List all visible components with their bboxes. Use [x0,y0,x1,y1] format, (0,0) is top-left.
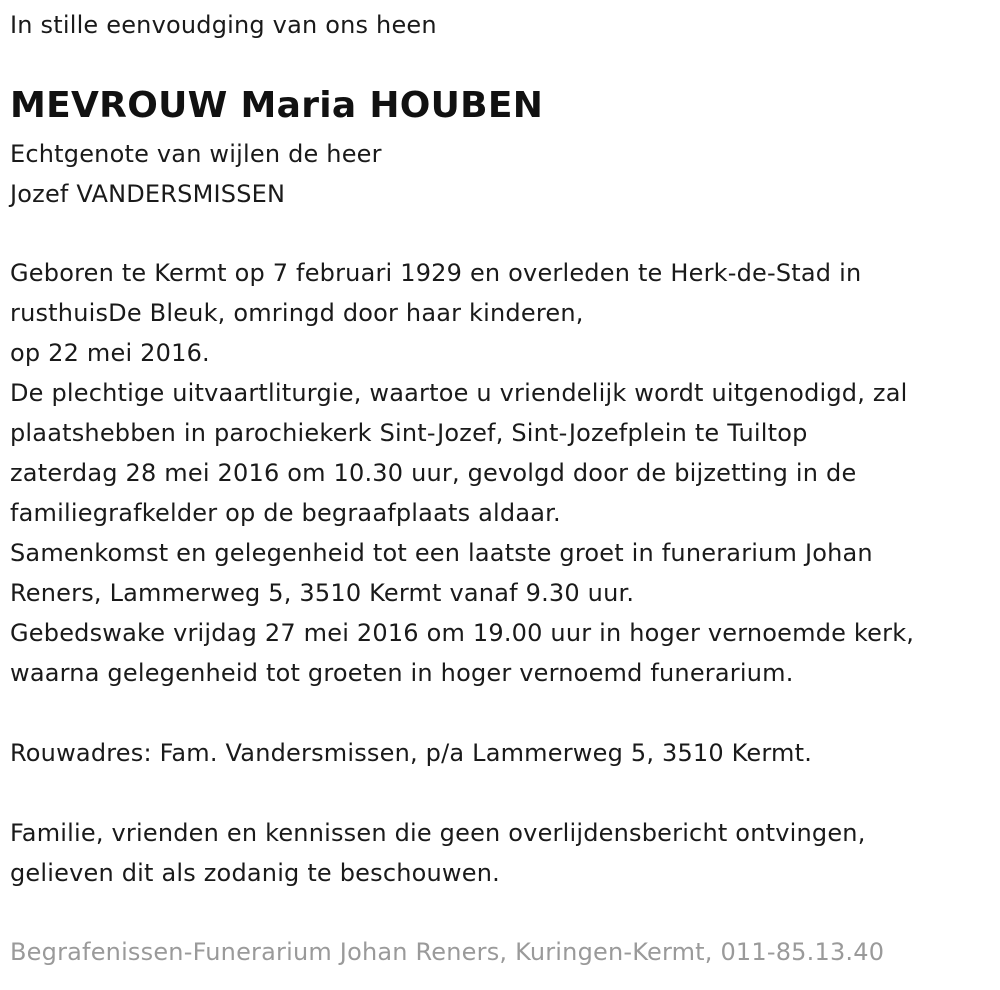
details-line: Geboren te Kermt op 7 februari 1929 en overleden te Herk-de-Stad in [10,259,862,287]
details-line: Gebedswake vrijdag 27 mei 2016 om 19.00 uur in hoger vernoemde kerk, [10,619,915,647]
details-line: zaterdag 28 mei 2016 om 10.30 uur, gevolgd door de bijzetting in de [10,459,857,487]
details-line: Samenkomst en gelegenheid tot een laatste groet in funerarium Johan [10,539,873,567]
closing-line: gelieven dit als zodanig te beschouwen. [10,859,500,887]
spouse-line: Jozef VANDERSMISSEN [10,180,286,208]
details-line: Reners, Lammerweg 5, 3510 Kermt vanaf 9.30 uur. [10,579,635,607]
opening-line: In stille eenvoudging van ons heen [10,11,437,39]
details-block [10,253,914,693]
spouse-line: Echtgenote van wijlen de heer [10,140,382,168]
mourning-address: Rouwadres: Fam. Vandersmissen, p/a Lammerweg 5, 3510 Kermt. [10,739,813,767]
details-line: rusthuisDe Bleuk, omringd door haar kinderen, [10,299,584,327]
funeral-home-footer: Begrafenissen-Funerarium Johan Reners, Kuringen-Kermt, 011-85.13.40 [10,938,885,966]
spouse-block [10,134,382,214]
deceased-name: MEVROUW Maria HOUBEN [10,85,544,126]
details-line: plaatshebben in parochiekerk Sint-Jozef, Sint-Jozefplein te Tuiltop [10,419,808,447]
closing-line: Familie, vrienden en kennissen die geen overlijdensbericht ontvingen, [10,819,866,847]
closing-block [10,813,866,893]
details-line: waarna gelegenheid tot groeten in hoger vernoemd funerarium. [10,659,794,687]
details-line: De plechtige uitvaartliturgie, waartoe u vriendelijk wordt uitgenodigd, zal [10,379,908,407]
address-block [10,733,812,773]
details-line: familiegrafkelder op de begraafplaats aldaar. [10,499,561,527]
details-line: op 22 mei 2016. [10,339,210,367]
